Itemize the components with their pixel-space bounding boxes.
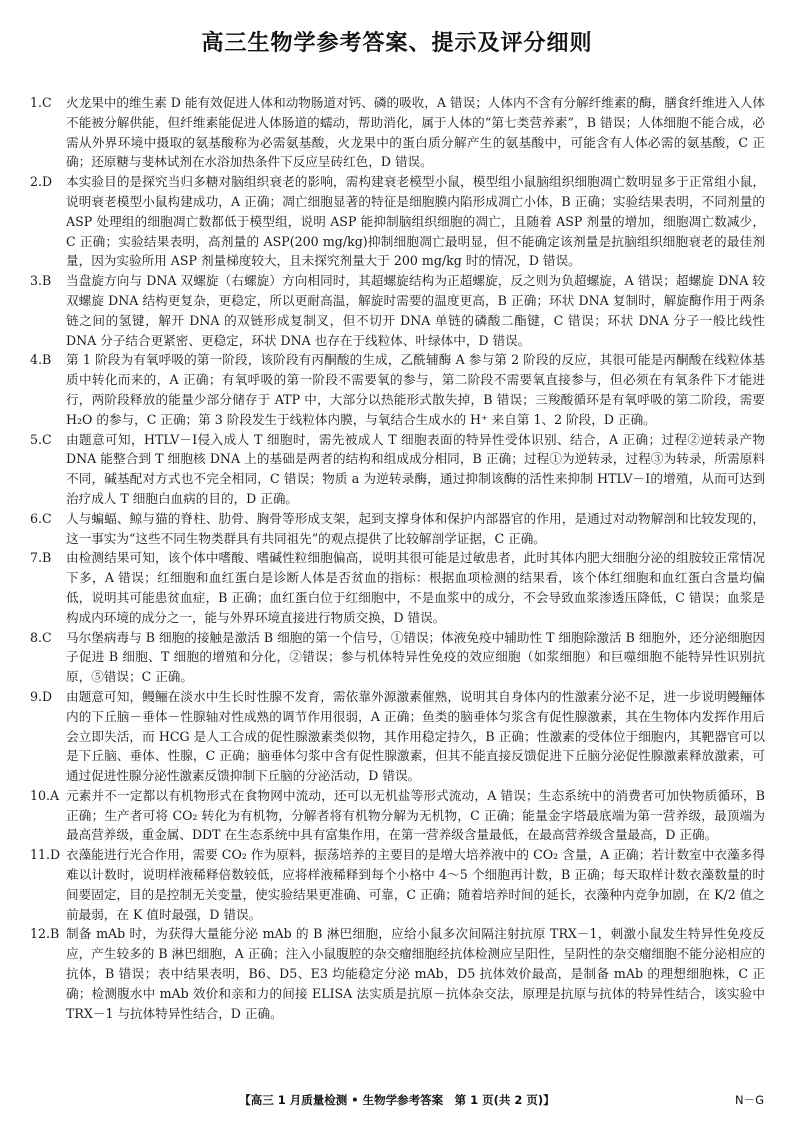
answer-item [30, 924, 765, 1023]
answer-item [30, 172, 765, 271]
question-number: 2.D [30, 174, 53, 190]
page-title: 高三生物学参考答案、提示及评分细则 [201, 31, 593, 56]
question-number: 4.B [30, 352, 52, 368]
answer-item [30, 271, 765, 350]
answer-list [30, 93, 765, 1023]
answer-explanation: 人与蝙蝠、鲸与猫的脊柱、肋骨、胸骨等形成支架，起到支撑身体和保护内部器官的作用，是通过对动物解剖和比较发现的，这一事实为“这些不同生物类群具有共同祖先”的观点提供了比较解剖学证据，C 正确。 [66, 510, 765, 546]
question-number: 3.B [30, 273, 52, 289]
question-number: 6.C [30, 510, 52, 526]
question-number: 12.B [30, 926, 60, 942]
answer-explanation: 马尔堡病毒与 B 细胞的接触是激活 B 细胞的第一个信号，①错误；体液免疫中辅助性 T 细胞除激活 B 细胞外，还分泌细胞因子促进 B 细胞、T 细胞的增殖和分化，②错误；参与机体特异性免疫的效应细胞（如浆细胞）和巨噬细胞不能特异性识别抗原，⑤错误；C 正确。 [66, 629, 765, 685]
question-number: 8.C [30, 629, 52, 645]
page-footer [30, 1092, 764, 1112]
answer-item [30, 93, 765, 172]
answer-explanation: 火龙果中的维生素 D 能有效促进人体和动物肠道对钙、磷的吸收，A 错误；人体内不含有分解纤维素的酶，膳食纤维进入人体不能被分解供能，但纤维素能促进人体肠道的蠕动，帮助消化，属于人体的“第七类营养素”，B 错误；人体细胞不能合成，必需从外界环境中摄取的氨基酸称为必需氨基酸，火龙果中的蛋白质分解产生的氨基酸中，可能含有人体必需的氨基酸，C 正确；还原糖与斐林试剂在水浴加热条件下反应呈砖红色，D 错误。 [66, 95, 765, 170]
question-number: 10.A [30, 787, 60, 803]
answer-item [30, 430, 765, 509]
answer-item [30, 845, 765, 924]
answer-explanation: 元素并不一定都以有机物形式在食物网中流动，还可以无机盐等形式流动，A 错误；生态系统中的消费者可加快物质循环，B 正确；生产者可将 CO₂ 转化为有机物，分解者将有机物分解为无机物，C 正确；能量金字塔最底端为第一营养级，最顶端为最高营养级，重金属、DDT 在生态系统中具有富集作用，在第一营养级含量最低，在最高营养级含量最高，D 正确。 [66, 787, 765, 843]
answer-item [30, 350, 765, 429]
answer-item [30, 548, 765, 627]
answer-explanation: 当盘旋方向与 DNA 双螺旋（右螺旋）方向相同时，其超螺旋结构为正超螺旋，反之则为负超螺旋，A 错误；超螺旋 DNA 较双螺旋 DNA 结构更复杂，更稳定，所以更耐高温，解旋时需要的温度更高，B 正确；环状 DNA 复制时，解旋酶作用于两条链之间的氢键，解开 DNA 的双链形成复制叉，但不切开 DNA 单链的磷酸二酯键，C 错误；环状 DNA 分子一般比线性 DNA 分子结合更紧密、更稳定，环状 DNA 也存在于线粒体、叶绿体中，D 错误。 [66, 273, 765, 348]
question-number: 1.C [30, 95, 52, 110]
question-number: 11.D [30, 847, 61, 863]
question-number: 5.C [30, 431, 52, 447]
question-number: 9.D [30, 688, 53, 704]
footer-page-info: 【高三 1 月质量检测 • 生物学参考答案 第 1 页(共 2 页)】 [239, 1093, 555, 1107]
footer-code: N－G [734, 1093, 764, 1107]
answer-item [30, 687, 765, 786]
answer-explanation: 衣藻能进行光合作用，需要 CO₂ 作为原料，振荡培养的主要目的是增大培养液中的 CO₂ 含量，A 正确；若计数室中衣藻多得难以计数时，说明样液稀释倍数较低，应将样液稀释到每个小格中 4～5 个细胞再计数，B 正确；每天取样计数衣藻数量的时间要固定，目的是控制无关变量，使实验结果更准确、可靠，C 正确；随着培养时间的延长，衣藻种内竞争加剧，在 K/2 值之前最弱，在 K 值时最强，D 错误。 [66, 847, 765, 922]
question-number: 7.B [30, 550, 52, 566]
answer-explanation: 由题意可知，HTLV－Ⅰ侵入成人 T 细胞时，需先被成人 T 细胞表面的特异性受体识别、结合，A 正确；过程②逆转录产物 DNA 能整合到 T 细胞核 DNA 上的基础是两者的结构和组成成分相同，B 正确；过程①为逆转录，过程③为转录，所需原料不同，碱基配对方式也不完全相同，C 错误；物质 a 为逆转录酶，通过抑制该酶的活性来抑制 HTLV－Ⅰ的增殖，从而可达到治疗成人 T 细胞白血病的目的，D 正确。 [66, 431, 765, 506]
answer-explanation: 制备 mAb 时，为获得大量能分泌 mAb 的 B 淋巴细胞，应给小鼠多次间隔注射抗原 TRX－1，刺激小鼠发生特异性免疫反应，产生较多的 B 淋巴细胞，A 正确；注入小鼠腹腔的杂交瘤细胞经抗体检测应呈阳性，呈阴性的杂交瘤细胞不能分泌相应的抗体，B 错误；表中结果表明，B6、D5、E3 均能稳定分泌 mAb，D5 抗体效价最高，是制备 mAb 的理想细胞株，C 正确；检测腹水中 mAb 效价和亲和力的间接 ELISA 法实质是抗原－抗体杂交法，原理是抗原与抗体的特异性结合，该实验中 TRX－1 与抗体特异性结合，D 正确。 [66, 926, 765, 1021]
answer-explanation: 第 1 阶段为有氧呼吸的第一阶段，该阶段有丙酮酸的生成，乙酰辅酶 A 参与第 2 阶段的反应，其很可能是丙酮酸在线粒体基质中转化而来的，A 正确；有氧呼吸的第一阶段不需要氧的参与，第二阶段不需要氧直接参与，但必须在有氧条件下才能进行，两阶段释放的能量少部分储存于 ATP 中，大部分以热能形式散失掉，B 错误；三羧酸循环是有氧呼吸的第二阶段，需要 H₂O 的参与，C 正确；第 3 阶段发生于线粒体内膜，与氧结合生成水的 H⁺ 来自第 1、2 阶段，D 正确。 [66, 352, 765, 427]
answer-explanation: 本实验目的是探究当归多糖对脑组织衰老的影响，需构建衰老模型小鼠，模型组小鼠脑组织细胞凋亡数明显多于正常组小鼠，说明衰老模型小鼠构建成功，A 正确；凋亡细胞显著的特征是细胞膜内陷形成凋亡小体，B 正确；实验结果表明，不同剂量的 ASP 处理组的细胞凋亡数都低于模型组，说明 ASP 能抑制脑组织细胞的凋亡，且随着 ASP 剂量的增加，细胞凋亡数减少，C 正确；实验结果表明，高剂量的 ASP(200 mg/kg)抑制细胞凋亡最明显，但不能确定该剂量是抗脑组织细胞衰老的最佳剂量，因为实验所用 ASP 剂量梯度较大，且未探究剂量大于 200 mg/kg 时的情况，D 错误。 [66, 174, 765, 269]
answer-item [30, 628, 765, 687]
answer-explanation: 由题意可知，鳗鲡在淡水中生长时性腺不发育，需依靠外源激素催熟，说明其自身体内的性激素分泌不足，进一步说明鳗鲡体内的下丘脑－垂体－性腺轴对性成熟的调节作用很弱，A 正确；鱼类的脑垂体匀浆含有促性腺激素，其在生物体内发挥作用后会立即失活，而 HCG 是人工合成的促性腺激素类似物，其作用稳定持久，B 正确；性激素的受体位于细胞内，其靶器官可以是下丘脑、垂体、性腺，C 正确；脑垂体匀浆中含有促性腺激素，但其不能直接反馈促进下丘脑分泌促性腺激素释放激素，可通过促进性腺分泌性激素反馈抑制下丘脑的分泌活动，D 错误。 [66, 688, 765, 784]
answer-explanation: 由检测结果可知，该个体中嗜酸、嗜碱性粒细胞偏高，说明其很可能是过敏患者，此时其体内肥大细胞分泌的组胺较正常情况下多，A 错误；红细胞和血红蛋白是诊断人体是否贫血的指标：根据血项检测的结果看，该个体红细胞和血红蛋白含量均偏低，说明其可能患贫血症，B 正确；血红蛋白位于红细胞中，不是血浆中的成分，不会导致血浆渗透压降低，C 错误；血浆是构成内环境的成分之一，能与外界环境直接进行物质交换，D 错误。 [66, 550, 765, 625]
answer-item [30, 509, 765, 549]
answer-item [30, 786, 765, 845]
